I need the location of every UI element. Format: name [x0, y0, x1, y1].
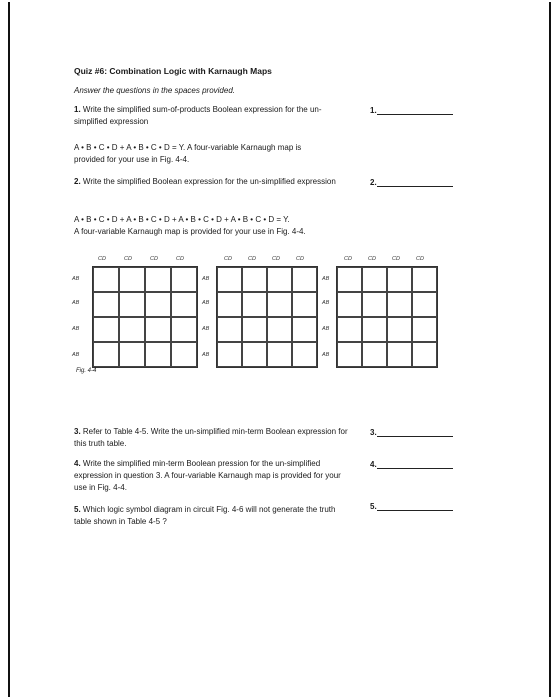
question-1-text: Write the simplified sum-of-products Boolean expression for the un-simplified expression — [74, 105, 322, 126]
kmap-3-row-label: AB — [322, 276, 330, 282]
question-3-number: 3. — [74, 427, 81, 436]
question-5 — [74, 504, 354, 528]
kmap-2 — [200, 256, 322, 372]
kmap-1-col-label: CD — [150, 256, 158, 262]
answer-5-label: 5. — [370, 502, 377, 511]
question-3 — [74, 426, 354, 450]
kmap-1-row-label: AB — [72, 352, 80, 358]
kmap-1 — [70, 256, 200, 372]
expression-2-line-1: A • B • C • D + A • B • C • D + A • B • C • D + A • B • C • D = Y. — [74, 215, 290, 224]
kmap-cell[interactable] — [412, 292, 437, 317]
kmap-3-col-label: CD — [368, 256, 376, 262]
kmap-2-grid — [216, 266, 318, 368]
kmap-cell[interactable] — [242, 317, 267, 342]
kmap-cell[interactable] — [242, 342, 267, 367]
question-4-text: Write the simplified min-term Boolean pression for the un-simplified expression in question 3. A four-variable Karnaugh map is provided for your use in Fig. 4-4. — [74, 459, 341, 492]
kmap-cell[interactable] — [267, 342, 292, 367]
kmap-1-row-label: AB — [72, 276, 80, 282]
kmap-cell[interactable] — [387, 317, 412, 342]
expression-1-line-1: A • B • C • D + A • B • C • D = Y. A four-variable Karnaugh map is — [74, 143, 302, 152]
question-2-text: Write the simplified Boolean expression for the un-simplified expression — [82, 177, 336, 186]
kmap-3-col-label: CD — [392, 256, 400, 262]
answer-3-label: 3. — [370, 428, 377, 437]
kmap-3-row-label: AB — [322, 326, 330, 332]
kmap-cell[interactable] — [387, 292, 412, 317]
answer-5[interactable] — [370, 502, 453, 511]
kmap-1-row-label: AB — [72, 300, 80, 306]
kmap-1-col-label: CD — [124, 256, 132, 262]
kmap-cell[interactable] — [267, 317, 292, 342]
question-2-number: 2. — [74, 177, 81, 186]
kmap-cell[interactable] — [267, 267, 292, 292]
kmap-cell[interactable] — [171, 317, 197, 342]
kmap-cell[interactable] — [387, 342, 412, 367]
kmap-cell[interactable] — [362, 292, 387, 317]
kmap-cell[interactable] — [119, 292, 145, 317]
expression-2-line-2: A four-variable Karnaugh map is provided for your use in Fig. 4-4. — [74, 227, 306, 236]
kmap-1-grid — [92, 266, 198, 368]
expression-1-line-2: provided for your use in Fig. 4-4. — [74, 155, 190, 164]
answer-4[interactable] — [370, 460, 453, 469]
kmap-cell[interactable] — [242, 267, 267, 292]
kmap-cell[interactable] — [145, 342, 171, 367]
answer-2-blank[interactable] — [377, 178, 453, 187]
kmap-2-row-label: AB — [202, 326, 210, 332]
answer-1-label: 1. — [370, 106, 377, 115]
kmap-2-col-label: CD — [224, 256, 232, 262]
expression-2 — [74, 214, 374, 238]
answer-1[interactable] — [370, 106, 453, 115]
kmap-cell[interactable] — [292, 342, 317, 367]
quiz-title: Quiz #6: Combination Logic with Karnaugh Maps — [74, 66, 272, 76]
question-3-text: Refer to Table 4-5. Write the un-simplified min-term Boolean expression for this truth table. — [74, 427, 348, 448]
kmap-2-col-label: CD — [272, 256, 280, 262]
kmap-cell[interactable] — [412, 317, 437, 342]
answer-3[interactable] — [370, 428, 453, 437]
answer-2[interactable] — [370, 178, 453, 187]
kmap-cell[interactable] — [337, 267, 362, 292]
answer-4-blank[interactable] — [377, 460, 453, 469]
kmap-cell[interactable] — [119, 317, 145, 342]
kmap-2-row-label: AB — [202, 352, 210, 358]
expression-1 — [74, 142, 374, 166]
kmap-cell[interactable] — [362, 267, 387, 292]
kmap-cell[interactable] — [337, 317, 362, 342]
kmap-cell[interactable] — [217, 317, 242, 342]
question-5-number: 5. — [74, 505, 81, 514]
kmap-3-row-label: AB — [322, 300, 330, 306]
kmap-cell[interactable] — [119, 342, 145, 367]
kmap-cell[interactable] — [337, 342, 362, 367]
kmap-cell[interactable] — [93, 317, 119, 342]
kmap-cell[interactable] — [145, 267, 171, 292]
kmap-cell[interactable] — [292, 317, 317, 342]
kmap-cell[interactable] — [242, 292, 267, 317]
kmap-cell[interactable] — [412, 342, 437, 367]
kmap-cell[interactable] — [217, 292, 242, 317]
kmap-2-col-label: CD — [248, 256, 256, 262]
question-4 — [74, 458, 354, 494]
kmap-2-row-label: AB — [202, 276, 210, 282]
figure-caption: Fig. 4-4 — [76, 368, 97, 374]
question-2 — [74, 176, 354, 188]
question-1 — [74, 104, 354, 128]
question-5-text: Which logic symbol diagram in circuit Fig. 4-6 will not generate the truth table shown in Table 4-5 ? — [74, 505, 336, 526]
kmap-cell[interactable] — [362, 342, 387, 367]
answer-4-label: 4. — [370, 460, 377, 469]
kmap-cell[interactable] — [93, 342, 119, 367]
kmap-cell[interactable] — [93, 292, 119, 317]
question-1-number: 1. — [74, 105, 81, 114]
kmap-2-row-label: AB — [202, 300, 210, 306]
kmap-cell[interactable] — [171, 342, 197, 367]
kmap-3-col-label: CD — [344, 256, 352, 262]
kmap-cell[interactable] — [145, 292, 171, 317]
kmap-cell[interactable] — [362, 317, 387, 342]
answer-2-label: 2. — [370, 178, 377, 187]
kmap-1-col-label: CD — [98, 256, 106, 262]
kmap-cell[interactable] — [217, 267, 242, 292]
kmap-cell[interactable] — [412, 267, 437, 292]
kmap-cell[interactable] — [217, 342, 242, 367]
kmap-cell[interactable] — [145, 317, 171, 342]
kmap-3 — [320, 256, 442, 372]
answer-1-blank[interactable] — [377, 106, 453, 115]
kmap-1-row-label: AB — [72, 326, 80, 332]
kmap-1-col-label: CD — [176, 256, 184, 262]
kmap-3-col-label: CD — [416, 256, 424, 262]
question-4-number: 4. — [74, 459, 81, 468]
kmap-3-grid — [336, 266, 438, 368]
answer-3-blank[interactable] — [377, 428, 453, 437]
kmap-cell[interactable] — [267, 292, 292, 317]
kmap-cell[interactable] — [337, 292, 362, 317]
quiz-instructions: Answer the questions in the spaces provided. — [74, 86, 235, 95]
kmap-cell[interactable] — [171, 267, 197, 292]
kmap-cell[interactable] — [93, 267, 119, 292]
kmap-cell[interactable] — [292, 267, 317, 292]
kmap-cell[interactable] — [119, 267, 145, 292]
kmap-cell[interactable] — [387, 267, 412, 292]
kmap-3-row-label: AB — [322, 352, 330, 358]
kmap-cell[interactable] — [292, 292, 317, 317]
kmap-2-col-label: CD — [296, 256, 304, 262]
kmap-cell[interactable] — [171, 292, 197, 317]
answer-5-blank[interactable] — [377, 502, 453, 511]
